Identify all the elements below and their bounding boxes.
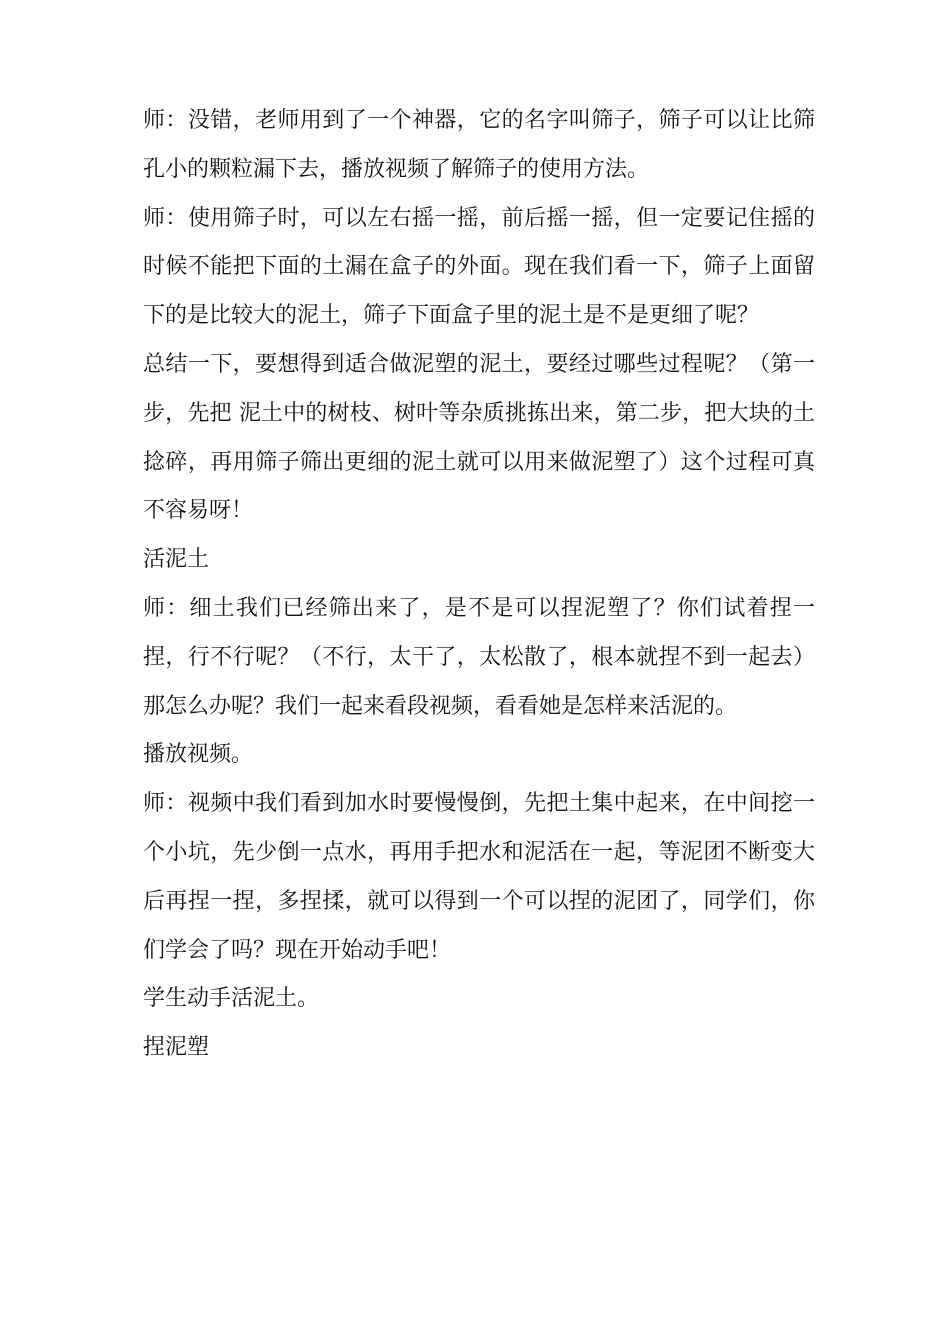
paragraph-sieve-usage: 师：使用筛子时，可以左右摇一摇，前后摇一摇，但一定要记住摇的时候不能把下面的土漏在盒子的外面。现在我们看一下，筛子上面留下的是比较大的泥土，筛子下面盒子里的泥土是不是更细了呢？ [143,205,815,329]
paragraph-sieve-intro: 师：没错，老师用到了一个神器，它的名字叫筛子，筛子可以让比筛孔小的颗粒漏下去，播放视频了解筛子的使用方法。 [143,108,815,182]
paragraph-students-mix: 学生动手活泥土。 [143,986,320,1012]
paragraph-play-video: 播放视频。 [143,742,254,768]
section-heading-mix-clay: 活泥土 [143,547,210,573]
paragraph-try-pinch: 师：细土我们已经筛出来了，是不是可以捏泥塑了？你们试着捏一捏，行不行呢？（不行，太干了，太松散了，根本就捏不到一起去）那怎么办呢？我们一起来看段视频，看看她是怎样来活泥的。 [143,595,815,719]
section-heading-sculpt: 捏泥塑 [143,1035,210,1061]
document-page [143,97,815,1073]
paragraph-video-explanation: 师：视频中我们看到加水时要慢慢倒，先把土集中起来，在中间挖一个小坑，先少倒一点水，再用手把水和泥活在一起，等泥团不断变大后再捏一捏，多捏揉，就可以得到一个可以捏的泥团了，同学们，你们学会了吗？现在开始动手吧！ [143,791,815,963]
paragraph-summary: 总结一下，要想得到适合做泥塑的泥土，要经过哪些过程呢？（第一步，先把 泥土中的树枝、树叶等杂质挑拣出来，第二步，把大块的土捻碎，再用筛子筛出更细的泥土就可以用来做泥塑了）这个过程可真不容易呀！ [143,351,815,524]
